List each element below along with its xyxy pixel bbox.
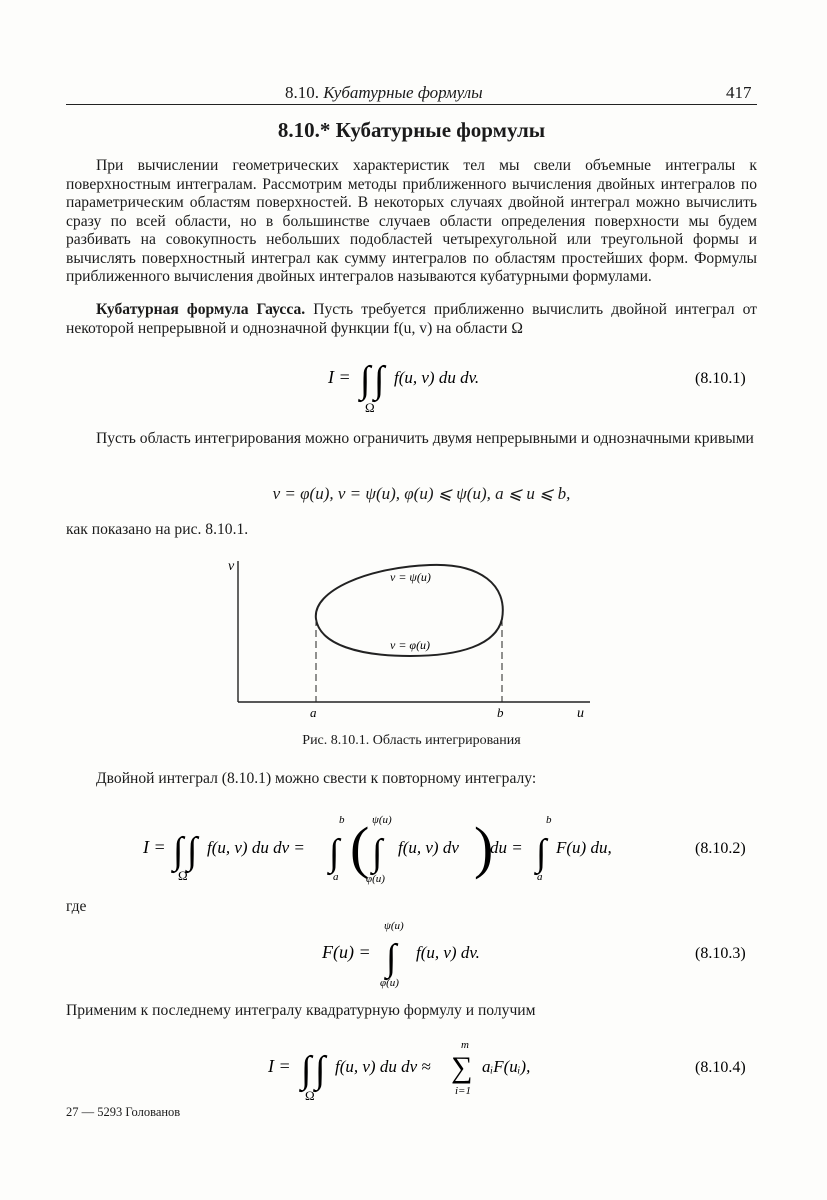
eq3-integrand: f(u, v) dv.	[416, 943, 480, 962]
double-integral-paragraph: Двойной интеграл (8.10.1) можно свести к повторному интегралу:	[96, 770, 537, 787]
equation-8-10-1	[0, 350, 827, 420]
eq2-f-integral: ∫	[536, 832, 547, 874]
eq3-integral-sign: ∫	[386, 937, 397, 979]
eq3-number: (8.10.3)	[695, 945, 746, 962]
eq2-left-paren: (	[350, 815, 370, 880]
eq4-subscript: Ω	[305, 1088, 315, 1102]
eq2-rhs: F(u) du,	[556, 838, 612, 857]
footer-signature: 27 — 5293 Голованов	[66, 1105, 181, 1119]
eq2-outer-integral: ∫	[329, 832, 340, 874]
tick-label-b: b	[497, 705, 504, 720]
eq2-inner-integrand: f(u, v) dv	[398, 838, 459, 857]
eq3-lhs: F(u) =	[322, 942, 371, 962]
eq1-integral-sign-2: ∫	[374, 359, 385, 401]
eq1-number: (8.10.1)	[695, 370, 746, 387]
eq2-outer-upper-b: b	[339, 814, 345, 826]
as-shown-text: как показано на рис. 8.10.1.	[66, 521, 249, 538]
eq4-number: (8.10.4)	[695, 1059, 746, 1076]
eq2-f-upper-b: b	[546, 814, 552, 826]
curves-formula: v = φ(u), v = ψ(u), φ(u) ⩽ ψ(u), a ⩽ u ⩽ b,	[272, 484, 571, 503]
equation-8-10-3	[0, 912, 827, 992]
v-axis-label: v	[228, 559, 235, 574]
eq1-subscript: Ω	[365, 400, 375, 415]
eq2-inner-lower: φ(u)	[366, 873, 385, 885]
eq3-lower-limit: φ(u)	[380, 977, 399, 989]
where-text: где	[66, 898, 87, 915]
eq4-sum-upper: m	[461, 1039, 469, 1051]
eq2-inner-integral: ∫	[372, 832, 383, 874]
eq2-du-eq: du =	[490, 838, 523, 857]
eq2-outer-lower-a: a	[333, 871, 339, 883]
page-number: 417	[726, 83, 752, 102]
apply-paragraph: Применим к последнему интегралу квадратурную формулу и получим	[66, 1002, 536, 1019]
eq2-right-paren: )	[474, 815, 494, 880]
eq2-integral-sign-1: ∫	[173, 830, 184, 872]
eq4-integral-sign-2: ∫	[315, 1049, 326, 1091]
figure-caption: Рис. 8.10.1. Область интегрирования	[302, 733, 521, 748]
domain-paragraph: Пусть область интегрирования можно ограничить двумя непрерывными и однозначными кривыми	[96, 430, 754, 447]
eq1-integral-sign-1: ∫	[360, 359, 371, 401]
u-axis-label: u	[577, 706, 584, 721]
header-rule	[66, 104, 757, 105]
running-header-section-title: Кубатурные формулы	[323, 83, 483, 102]
eq4-lhs: I =	[268, 1056, 291, 1076]
gauss-runin-heading: Кубатурная формула Гаусса.	[96, 301, 306, 318]
running-header-title	[285, 83, 483, 103]
gauss-paragraph	[66, 301, 757, 338]
upper-curve-label: v = ψ(u)	[390, 570, 431, 584]
eq4-sum-sign: ∑	[451, 1051, 473, 1084]
eq4-integral-sign-1: ∫	[301, 1049, 312, 1091]
eq2-f-lower-a: a	[537, 871, 543, 883]
eq2-integral-sign-2: ∫	[187, 830, 198, 872]
figure-8-10-1	[220, 555, 600, 725]
eq4-sum-lower: i=1	[455, 1085, 471, 1097]
intro-paragraph: При вычислении геометрических характеристик тел мы свели объемные интегралы к поверхностным интегралам. Рассмотрим методы приближенного вычисления двойных интегралов по параметрическим областям поверхностей. В некоторых случаях двойной интеграл можно вычислить сразу по всей области, но в большинстве случаев области определения поверхности мы будем разбивать на совокупность небольших подобластей четырехугольной или треугольной формы и вычислять поверхностный интеграл как сумму интегралов по областям простейших форм. Формулы приближенного вычисления двойных интегралов называются кубатурными формулами.	[66, 157, 757, 285]
eq4-sum-term: aᵢF(uᵢ),	[482, 1057, 531, 1076]
eq2-subscript-omega: Ω	[178, 868, 188, 883]
tick-label-a: a	[310, 705, 317, 720]
gauss-paragraph-text: Пусть требуется приближенно вычислить двойной интеграл от некоторой непрерывной и однозначной функции f(u, v) на области Ω	[66, 301, 757, 337]
eq2-integrand: f(u, v) du dv =	[207, 838, 305, 857]
section-title: 8.10.* Кубатурные формулы	[277, 118, 546, 142]
eq1-integrand: f(u, v) du dv.	[394, 368, 480, 387]
eq1-lhs: I =	[328, 367, 351, 387]
equation-8-10-4	[0, 1032, 827, 1102]
running-header-section-number: 8.10.	[285, 83, 319, 102]
eq4-integrand: f(u, v) du dv ≈	[335, 1057, 431, 1076]
eq2-number: (8.10.2)	[695, 840, 746, 857]
eq2-inner-upper: ψ(u)	[372, 814, 392, 826]
eq3-upper-limit: ψ(u)	[384, 920, 404, 932]
equation-8-10-2	[0, 805, 827, 890]
eq2-lhs: I =	[143, 837, 166, 857]
lower-curve-label: v = φ(u)	[390, 638, 431, 652]
